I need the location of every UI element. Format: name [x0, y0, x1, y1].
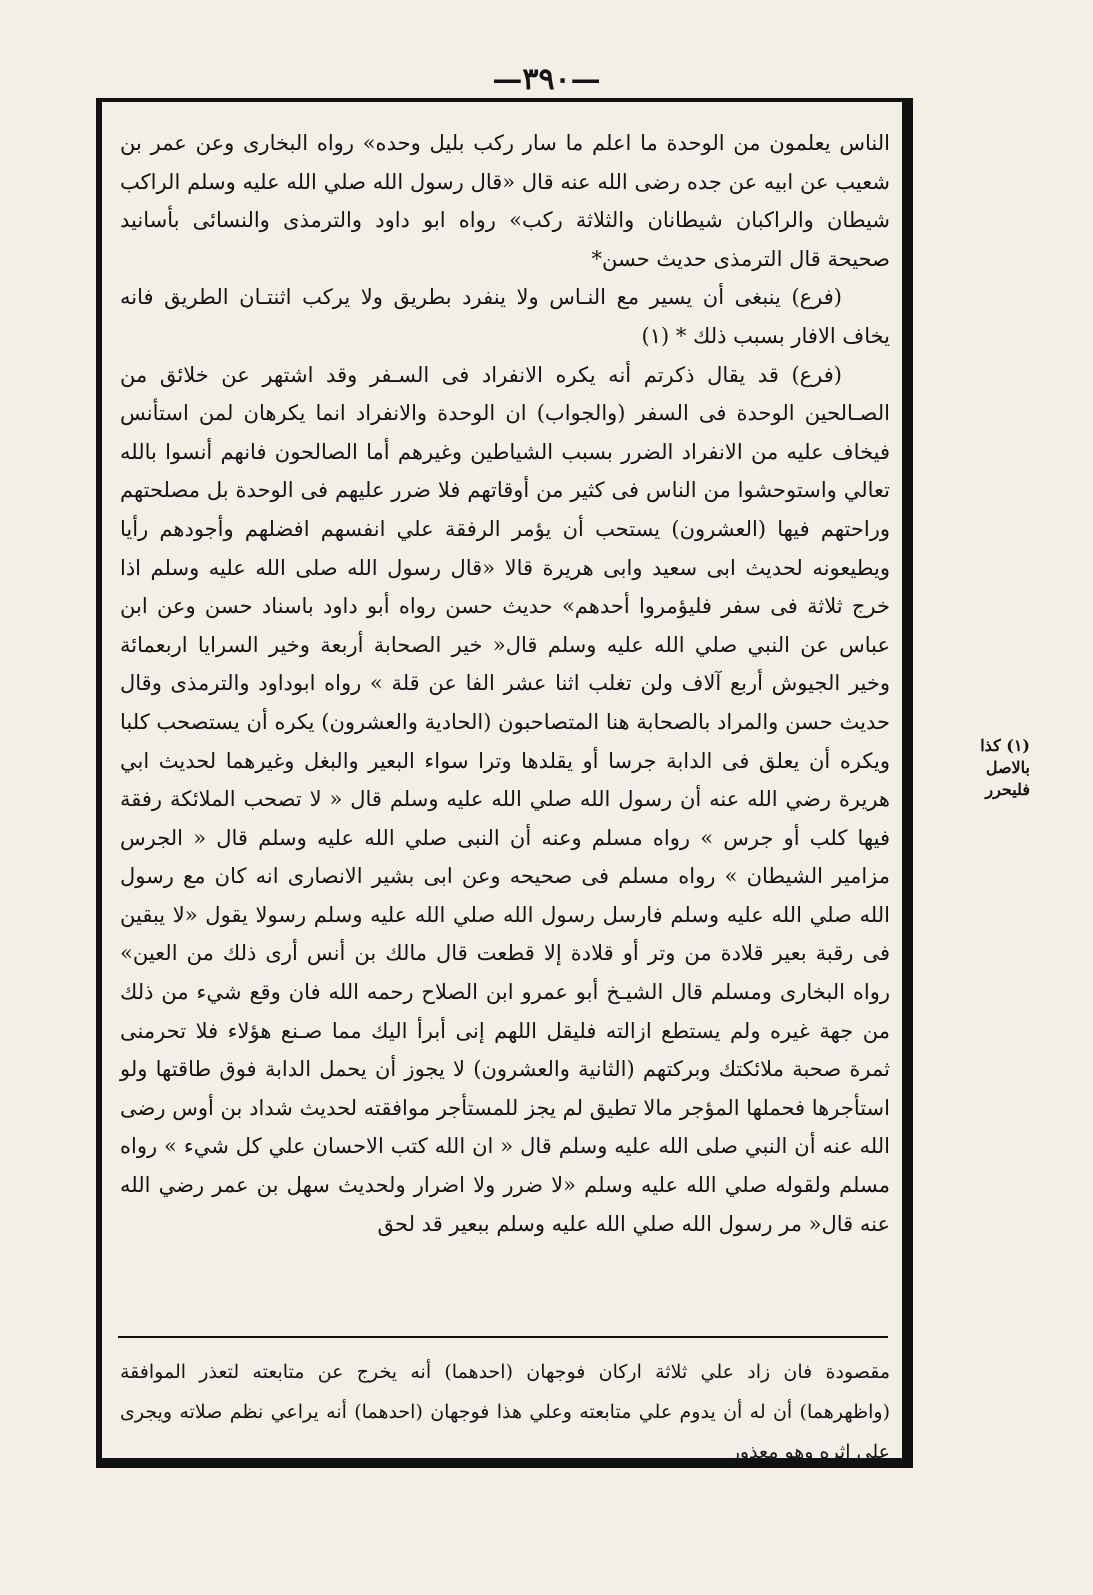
page-number: —٣٩٠— — [492, 62, 601, 97]
margin-note-line: (١) كذا بالاصل — [980, 736, 1030, 777]
paragraph: (فرع) قد يقال ذكرتم أنه يكره الانفراد فى السـفر وقد اشتهر عن خلائق من الصـالحين الوحدة فى السفر (والجواب) ان الوحدة والانفراد انما يكرهان لمن استأنس فيخاف عليه من الانفراد الضرر بسبب الشياطين وغيرهم أما الصالحون فانهم أنسوا بالله تعالي واستوحشوا من الناس فى كثير من أوقاتهم فلا ضرر عليهم فى الوحدة بل مصلحتهم وراحتهم فيها (العشرون) يستحب أن يؤمر الرفقة علي انفسهم افضلهم وأجودهم رأيا ويطيعونه لحديث ابى سعيد وابى هريرة قالا «قال رسول الله صلى الله عليه وسلم اذا خرج ثلاثة فى سفر فليؤمروا أحدهم» حديث حسن رواه أبو داود باسناد حسن وعن ابن عباس عن النبي صلي الله عليه وسلم قال« خير الصحابة أربعة وخير السرايا اربعمائة وخير الجيوش أربع آلاف ولن تغلب اثنا عشر الفا عن قلة » رواه ابوداود والترمذى وقال حديث حسن والمراد بالصحابة هنا المتصاحبون (الحادية والعشرون) يكره أن يستصحب كلبا ويكره أن يعلق فى الدابة جرسا أو يقلدها وترا سواء البعير والبغل وغيرهما لحديث ابي هريرة رضي الله عنه أن رسول الله صلي الله عليه وسلم قال « لا تصحب الملائكة رفقة فيها كلب أو جرس » رواه مسلم وعنه أن النبى صلي الله عليه وسلم قال « الجرس مزامير الشيطان » رواه مسلم فى صحيحه وعن ابى بشير الانصارى انه كان مع رسول الله صلي الله عليه وسلم فارسل رسول الله صلي الله عليه وسلم رسولا يقول «لا يبقين فى رقبة بعير قلادة من وتر أو قلادة إلا قطعت قال مالك بن أنس أرى ذلك من العين» رواه البخارى ومسلم قال الشيـخ أبو عمرو ابن الصلاح رحمه الله فان وقع شيء من ذلك من جهة غيره ولم يستطع ازالته فليقل اللهم إنى أبرأ اليك مما صـنع هؤلاء فلا تحرمنى ثمرة صحبة ملائكتك وبركتهم (الثانية والعشرون) لا يجوز أن يحمل الدابة فوق طاقتها ولو استأجرها فحملها المؤجر مالا تطيق لم يجز للمستأجر موافقته لحديث شداد بن أوس رضى الله عنه أن النبي صلى الله عليه وسلم قال « ان الله كتب الاحسان علي كل شيء » رواه مسلم ولقوله صلي الله عليه وسلم «لا ضرر ولا اضرار ولحديث سهل بن عمر رضي الله عنه قال« مر رسول الله صلي الله عليه وسلم ببعير قد لحق — [120, 362, 890, 1236]
footnote-section — [120, 1352, 890, 1472]
paragraph: الناس يعلمون من الوحدة ما اعلم ما سار ركب بليل وحده» رواه البخارى وعن عمر بن شعيب عن ابيه عن جده رضى الله عنه قال «قال رسول الله صلي الله عليه وسلم الراكب شيطان والراكبان شيطانان والثلاثة ركب» رواه ابو داود والترمذى والنسائى بأسانيد صحيحة قال الترمذى حديث حسن* — [120, 131, 890, 271]
margin-note — [935, 735, 1030, 801]
footnote-divider — [118, 1336, 888, 1338]
paragraph: (فرع) ينبغى أن يسير مع النـاس ولا ينفرد بطريق ولا يركب اثنتـان الطريق فانه يخاف الافار بسبب ذلك * (١) — [120, 285, 890, 348]
footnote-paragraph: مقصودة فان زاد علي ثلاثة اركان فوجهان (احدهما) أنه يخرج عن متابعته لتعذر الموافقة (واظهرهما) أن له أن يدوم علي متابعته وعلي هذا فوجهان (احدهما) أنه يراعي نظم صلاته ويجرى على اثره وهو معذور — [120, 1361, 890, 1463]
main-text-body — [120, 124, 890, 1243]
margin-note-line: فليحرر — [985, 780, 1030, 799]
